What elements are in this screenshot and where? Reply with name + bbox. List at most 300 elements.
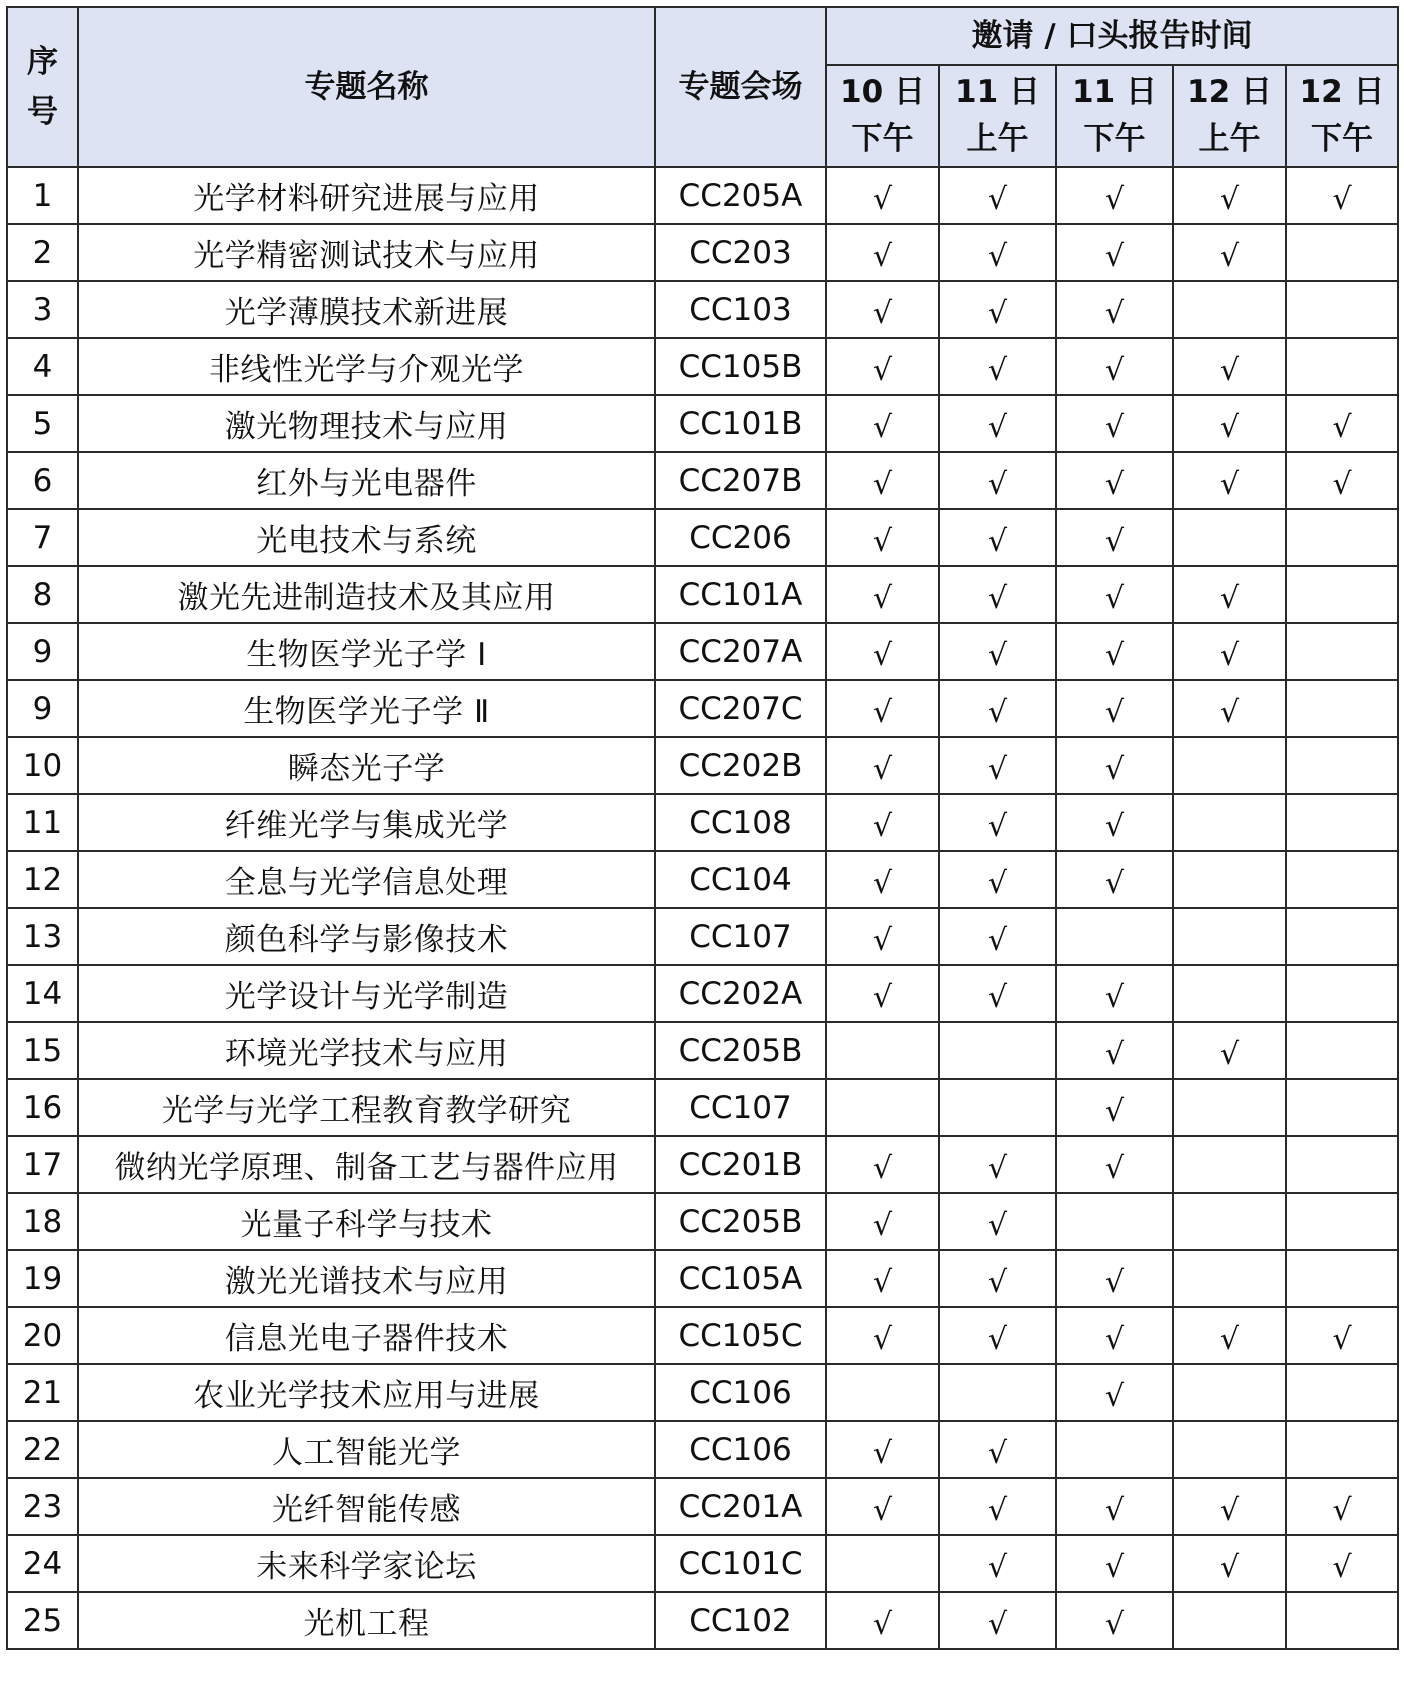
row-slot-cell [939,965,1056,1022]
row-slot-cell [1286,1421,1398,1478]
row-venue: CC201A [655,1478,826,1535]
header-venue: 专题会场 [655,7,826,167]
row-slot-cell [1173,794,1286,851]
row-slot-cell [826,623,939,680]
row-slot-cell [1173,1022,1286,1079]
check-mark-icon: √ [1332,182,1352,217]
table-row [7,281,1398,338]
row-slot-cell [1286,1250,1398,1307]
check-mark-icon: √ [987,1151,1008,1186]
row-slot-cell [826,1478,939,1535]
row-slot-cell [826,395,939,452]
check-mark-icon: √ [1104,866,1125,901]
row-topic-name: 光学薄膜技术新进展 [78,281,655,338]
check-mark-icon: √ [987,410,1008,445]
table-row [7,452,1398,509]
table-row [7,509,1398,566]
check-mark-icon: √ [1332,1322,1352,1357]
table-row [7,908,1398,965]
row-slot-cell [1056,1364,1173,1421]
row-slot-cell [1056,281,1173,338]
row-index: 23 [7,1478,78,1535]
check-mark-icon: √ [987,1607,1008,1642]
row-slot-cell [1173,1478,1286,1535]
row-index: 24 [7,1535,78,1592]
row-slot-cell [1173,509,1286,566]
row-slot-cell [1286,794,1398,851]
row-topic-name: 红外与光电器件 [78,452,655,509]
check-mark-icon: √ [872,353,893,388]
header-slot [1286,65,1398,167]
row-slot-cell [1056,908,1173,965]
check-mark-icon: √ [872,923,893,958]
check-mark-icon: √ [1104,1607,1125,1642]
table-row [7,1307,1398,1364]
check-mark-icon: √ [1104,1379,1125,1414]
row-venue: CC107 [655,1079,826,1136]
check-mark-icon: √ [1219,467,1240,502]
check-mark-icon: √ [1104,695,1125,730]
row-slot-cell [826,167,939,224]
row-slot-cell [1173,1307,1286,1364]
row-venue: CC106 [655,1364,826,1421]
check-mark-icon: √ [987,1550,1008,1585]
row-venue: CC106 [655,1421,826,1478]
check-mark-icon: √ [1104,467,1125,502]
check-mark-icon: √ [987,524,1008,559]
row-slot-cell [1173,908,1286,965]
header-slot [1056,65,1173,167]
row-slot-cell [939,1478,1056,1535]
row-slot-cell [1286,509,1398,566]
row-topic-name: 激光物理技术与应用 [78,395,655,452]
table-row [7,737,1398,794]
row-slot-cell [939,623,1056,680]
check-mark-icon: √ [872,182,893,217]
row-slot-cell [826,1592,939,1649]
check-mark-icon: √ [872,239,893,274]
check-mark-icon: √ [872,410,893,445]
check-mark-icon: √ [1104,1151,1125,1186]
row-slot-cell [1173,1364,1286,1421]
check-mark-icon: √ [1104,809,1125,844]
header-slot-day: 10 日 [840,74,925,110]
row-slot-cell [939,1079,1056,1136]
check-mark-icon: √ [1219,239,1240,274]
row-slot-cell [939,680,1056,737]
row-slot-cell [939,1193,1056,1250]
check-mark-icon: √ [987,182,1008,217]
check-mark-icon: √ [1219,581,1240,616]
row-slot-cell [826,566,939,623]
row-topic-name: 信息光电子器件技术 [78,1307,655,1364]
row-slot-cell [1056,1250,1173,1307]
header-slot-half: 下午 [1311,121,1374,157]
check-mark-icon: √ [1104,1094,1125,1129]
check-mark-icon: √ [987,239,1008,274]
row-slot-cell [1173,338,1286,395]
row-venue: CC107 [655,908,826,965]
row-slot-cell [1173,395,1286,452]
row-slot-cell [1286,1364,1398,1421]
row-slot-cell [939,566,1056,623]
row-slot-cell [939,1022,1056,1079]
row-slot-cell [1173,1079,1286,1136]
check-mark-icon: √ [1104,1037,1125,1072]
row-topic-name: 光学设计与光学制造 [78,965,655,1022]
check-mark-icon: √ [1104,1550,1125,1585]
row-slot-cell [826,794,939,851]
check-mark-icon: √ [1332,1550,1352,1585]
row-slot-cell [1286,1535,1398,1592]
row-venue: CC205B [655,1193,826,1250]
check-mark-icon: √ [872,980,893,1015]
row-slot-cell [1056,1136,1173,1193]
row-venue: CC101A [655,566,826,623]
row-slot-cell [1286,1136,1398,1193]
row-index: 18 [7,1193,78,1250]
table-row [7,794,1398,851]
check-mark-icon: √ [872,1322,893,1357]
row-slot-cell [1286,1193,1398,1250]
row-index: 20 [7,1307,78,1364]
row-slot-cell [1286,452,1398,509]
header-slot-day: 12 日 [1187,74,1272,110]
check-mark-icon: √ [1104,296,1125,331]
table-row [7,1364,1398,1421]
header-slot-half: 下午 [851,121,914,157]
row-index: 7 [7,509,78,566]
check-mark-icon: √ [1219,695,1240,730]
check-mark-icon: √ [1332,410,1352,445]
row-slot-cell [939,1136,1056,1193]
header-index-line1: 序 [27,44,58,80]
row-slot-cell [826,1136,939,1193]
row-slot-cell [1056,1022,1173,1079]
row-slot-cell [1286,623,1398,680]
check-mark-icon: √ [987,980,1008,1015]
table-row [7,566,1398,623]
table-body [7,167,1398,1649]
row-slot-cell [1286,281,1398,338]
row-slot-cell [939,794,1056,851]
row-venue: CC205A [655,167,826,224]
row-slot-cell [826,452,939,509]
table-row [7,167,1398,224]
row-slot-cell [1056,1193,1173,1250]
row-topic-name: 光机工程 [78,1592,655,1649]
row-index: 11 [7,794,78,851]
row-venue: CC108 [655,794,826,851]
row-slot-cell [826,1022,939,1079]
row-slot-cell [1056,794,1173,851]
row-index: 21 [7,1364,78,1421]
row-slot-cell [1173,1136,1286,1193]
row-topic-name: 光学与光学工程教育教学研究 [78,1079,655,1136]
check-mark-icon: √ [987,1493,1008,1528]
row-topic-name: 微纳光学原理、制备工艺与器件应用 [78,1136,655,1193]
row-slot-cell [1056,452,1173,509]
row-slot-cell [1173,452,1286,509]
check-mark-icon: √ [1104,524,1125,559]
table-row [7,965,1398,1022]
table-row [7,224,1398,281]
check-mark-icon: √ [872,581,893,616]
check-mark-icon: √ [1219,1322,1240,1357]
check-mark-icon: √ [1219,1037,1240,1072]
row-index: 8 [7,566,78,623]
row-slot-cell [1286,851,1398,908]
row-slot-cell [939,224,1056,281]
row-slot-cell [1056,623,1173,680]
row-index: 3 [7,281,78,338]
row-slot-cell [939,1421,1056,1478]
row-venue: CC104 [655,851,826,908]
row-slot-cell [826,680,939,737]
row-slot-cell [826,338,939,395]
row-topic-name: 纤维光学与集成光学 [78,794,655,851]
row-topic-name: 瞬态光子学 [78,737,655,794]
row-venue: CC103 [655,281,826,338]
row-index: 9 [7,680,78,737]
check-mark-icon: √ [872,752,893,787]
check-mark-icon: √ [987,1265,1008,1300]
row-venue: CC207C [655,680,826,737]
row-venue: CC201B [655,1136,826,1193]
check-mark-icon: √ [1219,182,1240,217]
row-slot-cell [1056,338,1173,395]
row-slot-cell [939,167,1056,224]
row-slot-cell [826,1364,939,1421]
check-mark-icon: √ [987,638,1008,673]
row-slot-cell [1056,851,1173,908]
row-slot-cell [826,281,939,338]
header-slot-day: 11 日 [955,74,1040,110]
check-mark-icon: √ [872,1607,893,1642]
row-slot-cell [826,1250,939,1307]
check-mark-icon: √ [872,638,893,673]
check-mark-icon: √ [872,296,893,331]
row-slot-cell [1286,224,1398,281]
row-slot-cell [826,851,939,908]
check-mark-icon: √ [987,581,1008,616]
check-mark-icon: √ [1332,467,1352,502]
row-slot-cell [826,224,939,281]
row-slot-cell [939,1592,1056,1649]
check-mark-icon: √ [872,1265,893,1300]
row-slot-cell [826,1193,939,1250]
row-slot-cell [826,509,939,566]
row-slot-cell [1173,224,1286,281]
row-slot-cell [1286,965,1398,1022]
header-slot-day: 12 日 [1299,74,1385,110]
check-mark-icon: √ [987,752,1008,787]
row-slot-cell [939,281,1056,338]
row-venue: CC206 [655,509,826,566]
row-venue: CC105A [655,1250,826,1307]
row-slot-cell [939,851,1056,908]
row-slot-cell [1286,167,1398,224]
row-slot-cell [1056,395,1173,452]
row-slot-cell [939,1307,1056,1364]
table-row [7,623,1398,680]
row-slot-cell [826,1535,939,1592]
schedule-table [6,6,1399,1650]
check-mark-icon: √ [1104,410,1125,445]
row-topic-name: 激光光谱技术与应用 [78,1250,655,1307]
row-venue: CC207A [655,623,826,680]
header-time-group: 邀请 / 口头报告时间 [826,7,1398,65]
row-slot-cell [1286,680,1398,737]
header-index [7,7,78,167]
table-row [7,851,1398,908]
table-row [7,1022,1398,1079]
table-row [7,1535,1398,1592]
row-index: 9 [7,623,78,680]
row-slot-cell [1173,1592,1286,1649]
check-mark-icon: √ [1104,182,1125,217]
row-slot-cell [1286,1307,1398,1364]
row-slot-cell [939,1250,1056,1307]
row-index: 10 [7,737,78,794]
header-slot [1173,65,1286,167]
check-mark-icon: √ [872,524,893,559]
row-topic-name: 光纤智能传感 [78,1478,655,1535]
row-slot-cell [939,395,1056,452]
row-slot-cell [1173,965,1286,1022]
row-slot-cell [939,1535,1056,1592]
table-row [7,1421,1398,1478]
row-venue: CC102 [655,1592,826,1649]
row-topic-name: 光学精密测试技术与应用 [78,224,655,281]
row-slot-cell [1173,1193,1286,1250]
row-slot-cell [1173,1421,1286,1478]
row-slot-cell [1173,737,1286,794]
row-slot-cell [1056,1592,1173,1649]
table-row [7,1136,1398,1193]
row-index: 12 [7,851,78,908]
row-index: 15 [7,1022,78,1079]
table-row [7,1079,1398,1136]
row-venue: CC105C [655,1307,826,1364]
row-slot-cell [1173,167,1286,224]
header-slot [826,65,939,167]
header-slot-half: 上午 [1198,121,1261,157]
row-slot-cell [826,1307,939,1364]
header-index-line2: 号 [27,94,58,130]
row-slot-cell [1056,1535,1173,1592]
row-topic-name: 农业光学技术应用与进展 [78,1364,655,1421]
row-topic-name: 光学材料研究进展与应用 [78,167,655,224]
row-slot-cell [1286,395,1398,452]
check-mark-icon: √ [872,1208,893,1243]
row-index: 17 [7,1136,78,1193]
header-slot [939,65,1056,167]
row-slot-cell [1286,908,1398,965]
row-venue: CC203 [655,224,826,281]
header-slot-half: 下午 [1083,121,1146,157]
header-topic-name: 专题名称 [78,7,655,167]
row-slot-cell [1056,224,1173,281]
row-slot-cell [1056,1307,1173,1364]
check-mark-icon: √ [872,1493,893,1528]
table-row [7,680,1398,737]
row-slot-cell [826,1079,939,1136]
check-mark-icon: √ [1104,638,1125,673]
row-slot-cell [1286,1079,1398,1136]
row-venue: CC101B [655,395,826,452]
check-mark-icon: √ [1219,1493,1240,1528]
row-slot-cell [1286,338,1398,395]
check-mark-icon: √ [872,695,893,730]
row-slot-cell [826,965,939,1022]
check-mark-icon: √ [1219,638,1240,673]
check-mark-icon: √ [1104,1322,1125,1357]
row-slot-cell [1286,1478,1398,1535]
table-row [7,1193,1398,1250]
row-slot-cell [1173,566,1286,623]
row-slot-cell [1056,167,1173,224]
table-row [7,1478,1398,1535]
row-topic-name: 非线性光学与介观光学 [78,338,655,395]
check-mark-icon: √ [1104,752,1125,787]
check-mark-icon: √ [987,1208,1008,1243]
row-slot-cell [939,338,1056,395]
row-index: 4 [7,338,78,395]
check-mark-icon: √ [987,1322,1008,1357]
header-slot-day: 11 日 [1072,74,1157,110]
check-mark-icon: √ [1104,1265,1125,1300]
row-slot-cell [1056,737,1173,794]
row-topic-name: 生物医学光子学 Ⅰ [78,623,655,680]
table-header [7,7,1398,167]
row-index: 6 [7,452,78,509]
row-index: 22 [7,1421,78,1478]
row-topic-name: 人工智能光学 [78,1421,655,1478]
row-slot-cell [1056,1079,1173,1136]
row-slot-cell [939,737,1056,794]
row-slot-cell [1056,1421,1173,1478]
row-index: 5 [7,395,78,452]
table-row [7,1592,1398,1649]
row-topic-name: 生物医学光子学 Ⅱ [78,680,655,737]
row-topic-name: 全息与光学信息处理 [78,851,655,908]
row-slot-cell [939,908,1056,965]
check-mark-icon: √ [987,467,1008,502]
row-venue: CC202A [655,965,826,1022]
table-row [7,1250,1398,1307]
row-slot-cell [1056,1478,1173,1535]
table-row [7,338,1398,395]
check-mark-icon: √ [1104,581,1125,616]
row-topic-name: 未来科学家论坛 [78,1535,655,1592]
check-mark-icon: √ [1104,239,1125,274]
check-mark-icon: √ [1104,1493,1125,1528]
row-venue: CC101C [655,1535,826,1592]
row-index: 14 [7,965,78,1022]
row-slot-cell [826,737,939,794]
check-mark-icon: √ [987,923,1008,958]
row-slot-cell [939,1364,1056,1421]
row-topic-name: 光电技术与系统 [78,509,655,566]
row-venue: CC202B [655,737,826,794]
row-slot-cell [1173,623,1286,680]
row-slot-cell [939,509,1056,566]
check-mark-icon: √ [987,866,1008,901]
check-mark-icon: √ [872,467,893,502]
check-mark-icon: √ [1332,1493,1352,1528]
row-venue: CC105B [655,338,826,395]
